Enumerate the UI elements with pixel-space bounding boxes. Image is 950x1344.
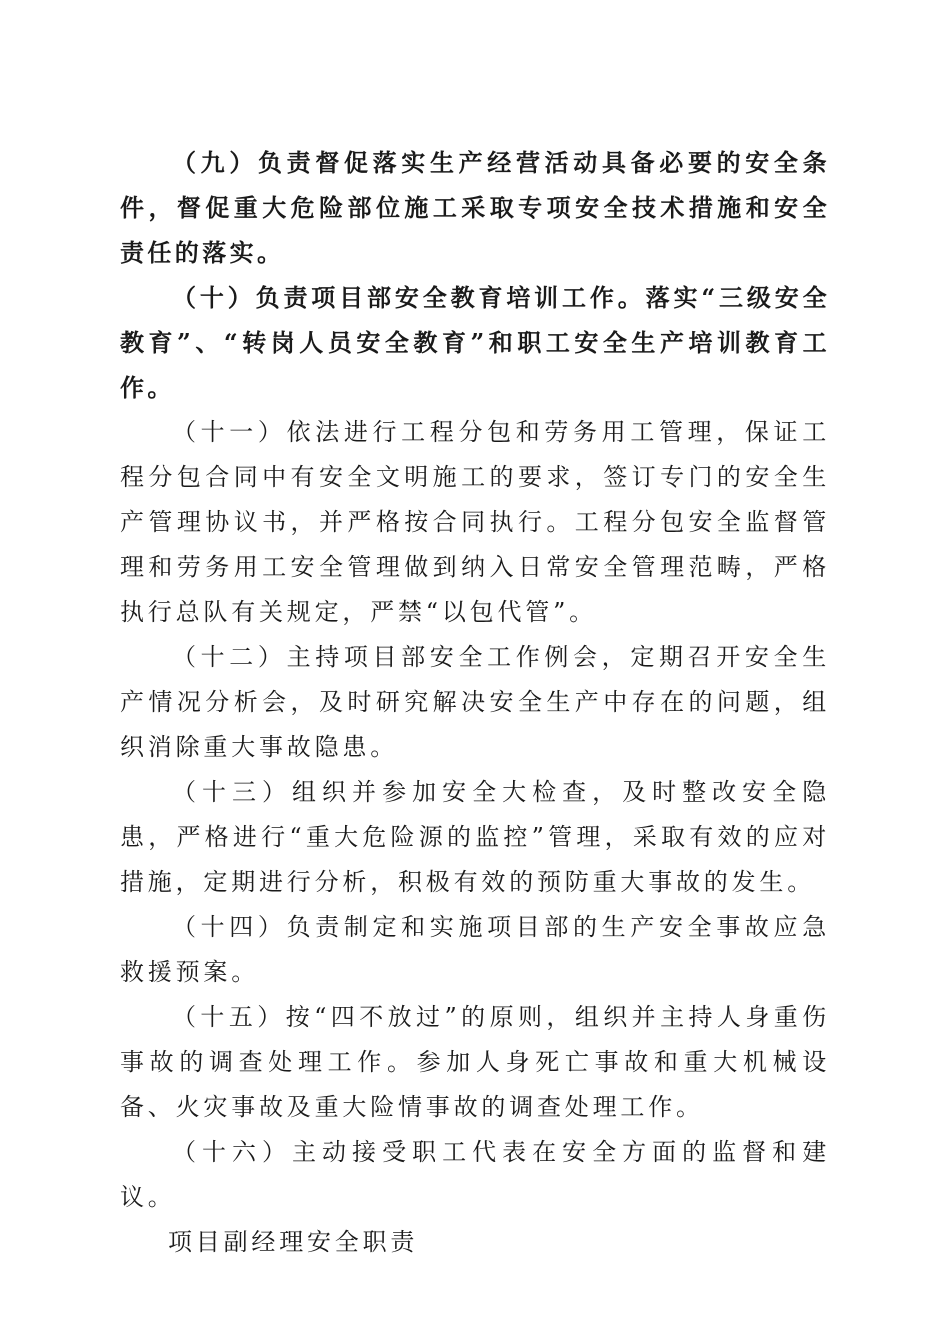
paragraph-item-16: （十六）主动接受职工代表在安全方面的监督和建议。 (120, 1138, 830, 1211)
document-page (120, 140, 830, 1265)
section-heading: 项目副经理安全职责 (168, 1228, 419, 1256)
paragraph-item-10: （十）负责项目部安全教育培训工作。落实“三级安全教育”、“转岗人员安全教育”和职工安全生产培训教育工作。 (120, 283, 830, 402)
paragraph-item-15: （十五）按“四不放过”的原则，组织并主持人身重伤事故的调查处理工作。参加人身死亡事故和重大机械设备、火灾事故及重大险情事故的调查处理工作。 (120, 1003, 830, 1121)
paragraph-item-14: （十四）负责制定和实施项目部的生产安全事故应急救援预案。 (120, 913, 830, 986)
paragraph-item-9: （九）负责督促落实生产经营活动具备必要的安全条件，督促重大危险部位施工采取专项安全技术措施和安全责任的落实。 (120, 148, 830, 267)
paragraph-item-11: （十一）依法进行工程分包和劳务用工管理，保证工程分包合同中有安全文明施工的要求，签订专门的安全生产管理协议书，并严格按合同执行。工程分包安全监督管理和劳务用工安全管理做到纳入日常安全管理范畴，严格执行总队有关规定，严禁“以包代管”。 (120, 418, 830, 626)
paragraph-item-12: （十二）主持项目部安全工作例会，定期召开安全生产情况分析会，及时研究解决安全生产中存在的问题，组织消除重大事故隐患。 (120, 643, 830, 761)
paragraph-item-13: （十三）组织并参加安全大检查，及时整改安全隐患，严格进行“重大危险源的监控”管理，采取有效的应对措施，定期进行分析，积极有效的预防重大事故的发生。 (120, 778, 830, 896)
